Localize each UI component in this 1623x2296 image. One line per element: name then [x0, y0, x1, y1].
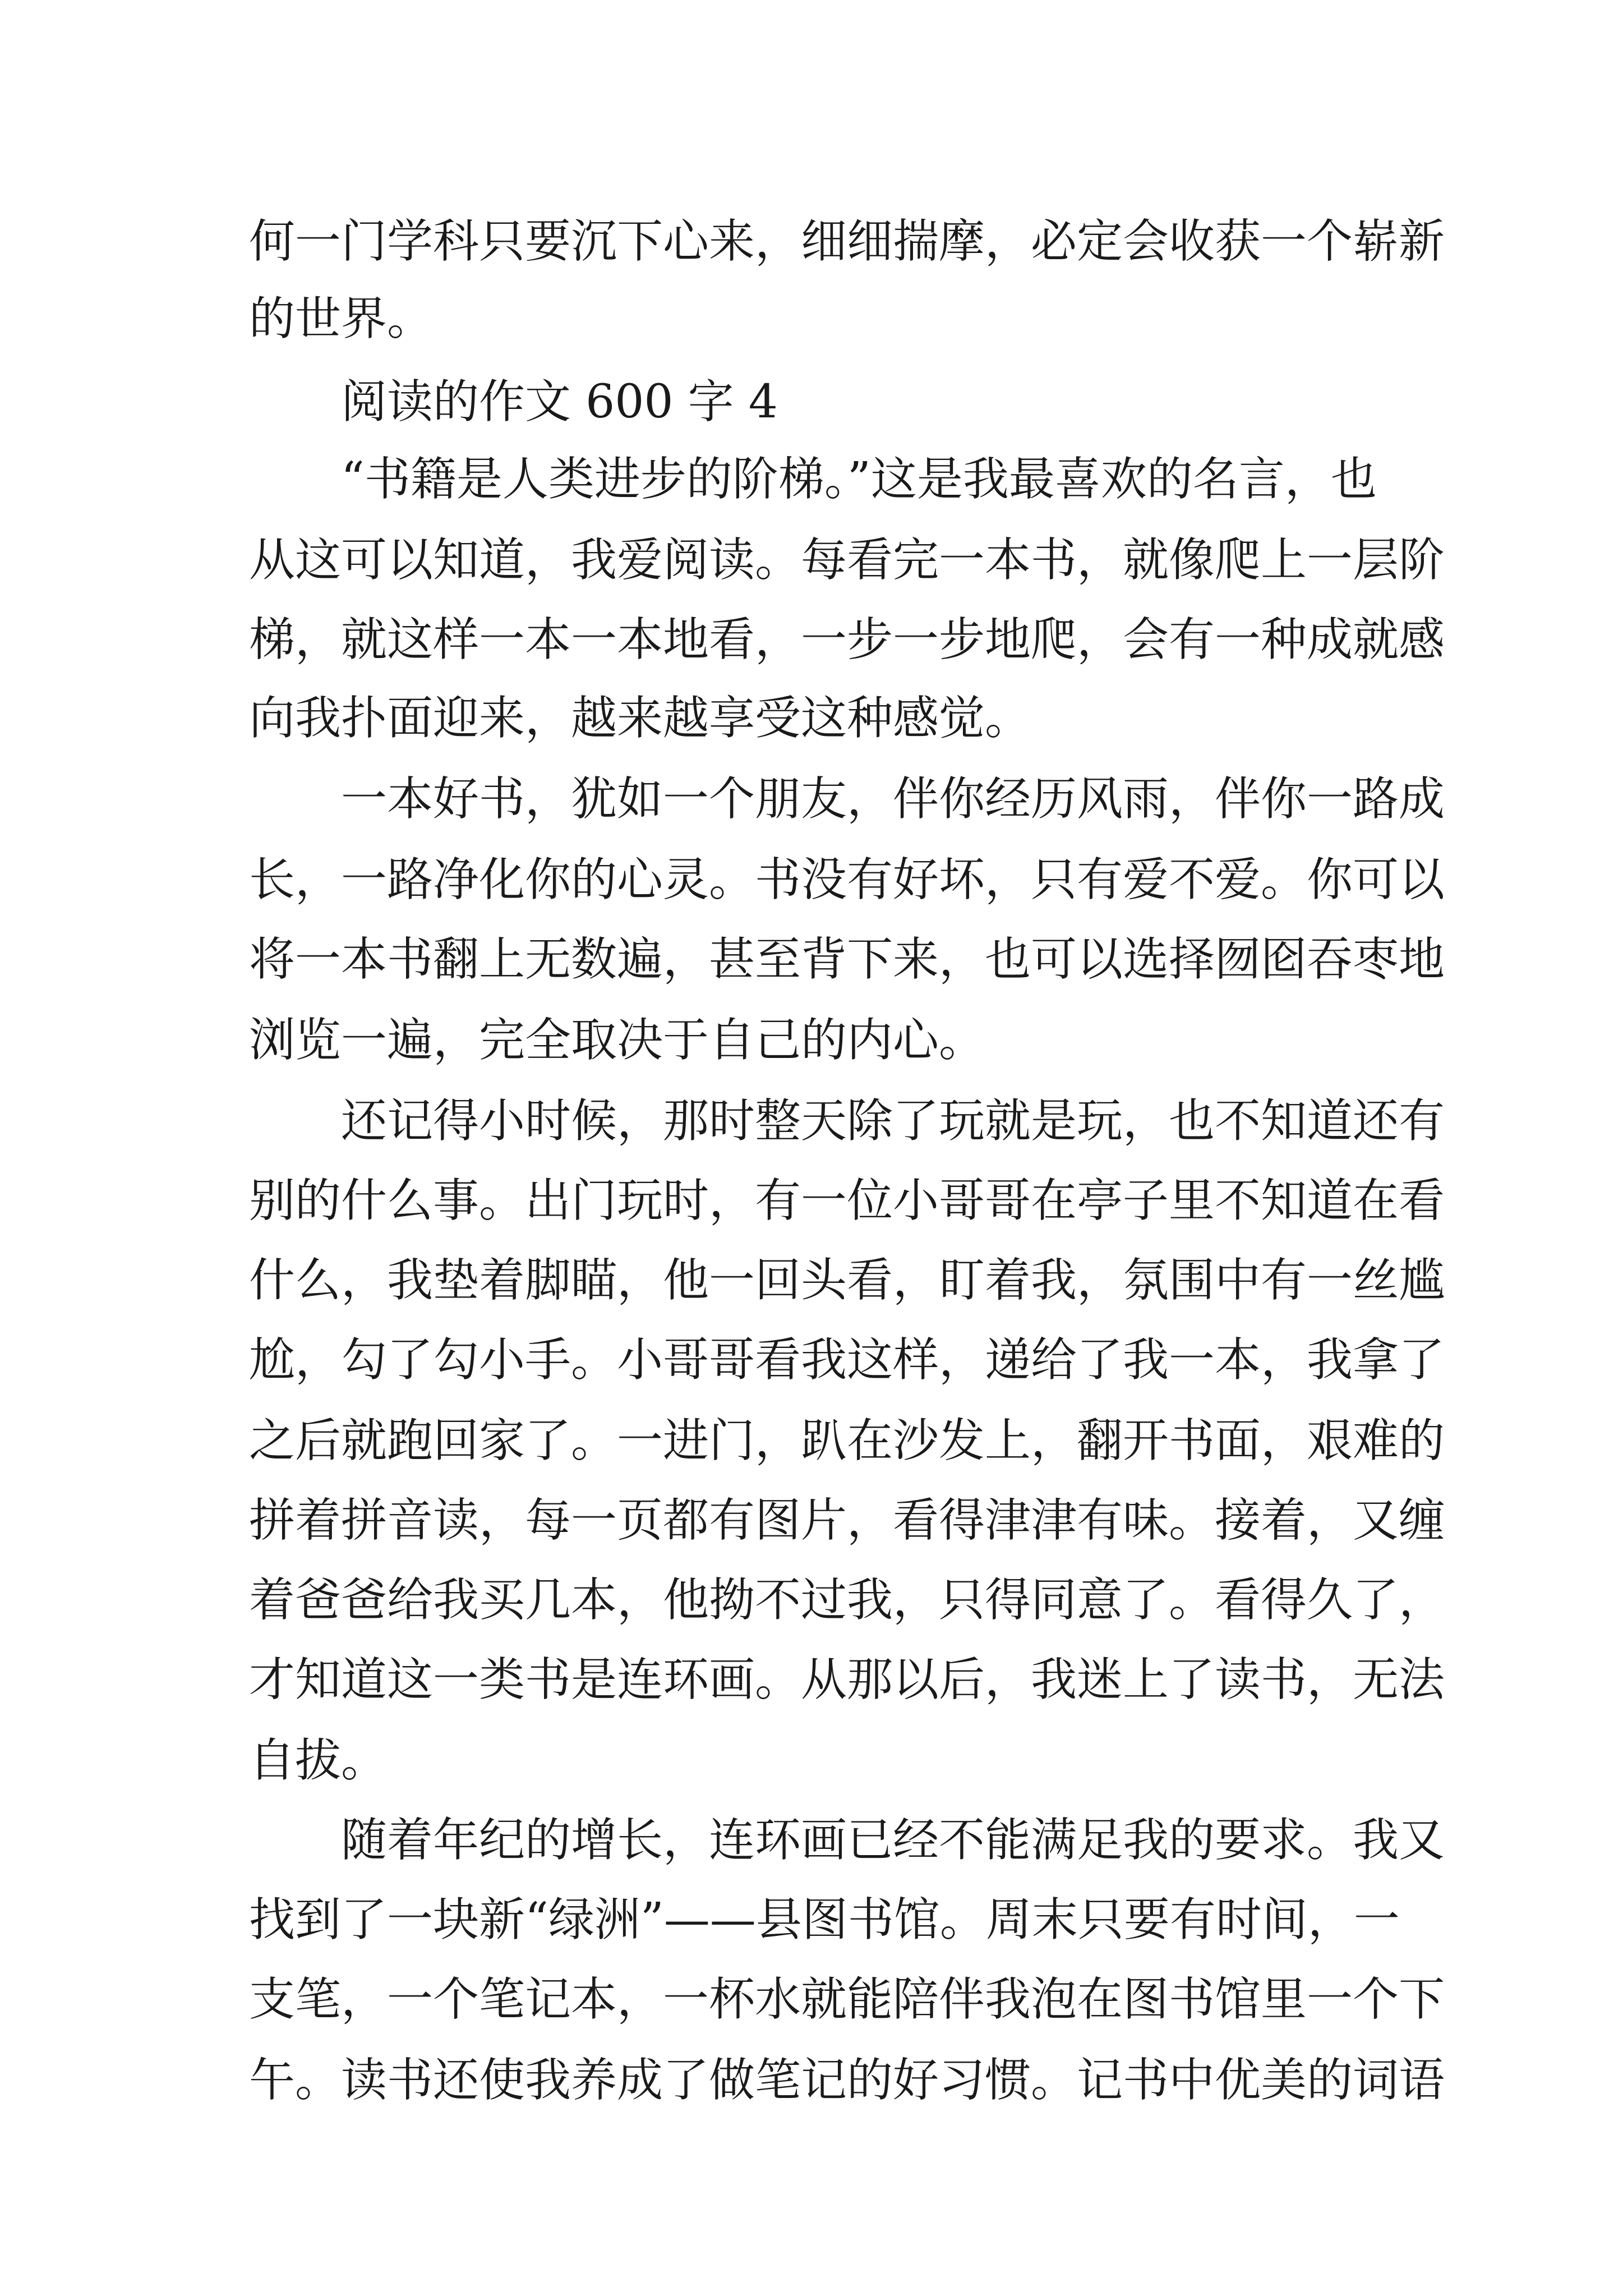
text-line: 支笔，一个笔记本，一杯水就能陪伴我泡在图书馆里一个下: [249, 1973, 1445, 2026]
text-line: 午。读书还使我养成了做笔记的好习惯。记书中优美的词语: [249, 2054, 1445, 2107]
text-line: 随着年纪的增长，连环画已经不能满足我的要求。我又: [341, 1814, 1445, 1867]
text-line: 自拔。: [249, 1734, 388, 1787]
text-line: 还记得小时候，那时整天除了玩就是玩，也不知道还有: [341, 1094, 1445, 1148]
text-line: 着爸爸给我买几本，他拗不过我，只得同意了。看得久了，: [249, 1573, 1445, 1627]
text-line: 什么，我垫着脚瞄，他一回头看，盯着我，氛围中有一丝尴: [249, 1254, 1445, 1307]
text-line: 才知道这一类书是连环画。从那以后，我迷上了读书，无法: [249, 1653, 1445, 1706]
section-heading: 阅读的作文 600 字 4: [341, 375, 778, 429]
text-line: 一本好书，犹如一个朋友，伴你经历风雨，伴你一路成: [341, 772, 1445, 826]
text-line: 浏览一遍，完全取决于自己的内心。: [249, 1014, 985, 1067]
text-line: 之后就跑回家了。一进门，趴在沙发上，翻开书面，艰难的: [249, 1414, 1445, 1467]
text-line: 长，一路净化你的心灵。书没有好坏，只有爱不爱。你可以: [249, 853, 1445, 907]
text-line: 拼着拼音读，每一页都有图片，看得津津有味。接着，又缠: [249, 1494, 1445, 1547]
text-line: 别的什么事。出门玩时，有一位小哥哥在亭子里不知道在看: [249, 1174, 1445, 1227]
text-line: 何一门学科只要沉下心来，细细揣摩，必定会收获一个崭新: [249, 215, 1445, 268]
text-line: 找到了一块新“绿洲”——县图书馆。周末只要有时间，一: [249, 1893, 1400, 1947]
text-line: 将一本书翻上无数遍，甚至背下来，也可以选择囫囵吞枣地: [249, 933, 1445, 986]
text-line: 梯，就这样一本一本地看，一步一步地爬，会有一种成就感: [249, 613, 1445, 666]
text-line: 尬，勾了勾小手。小哥哥看我这样，递给了我一本，我拿了: [249, 1333, 1445, 1387]
text-line: 从这可以知道，我爱阅读。每看完一本书，就像爬上一层阶: [249, 533, 1445, 587]
text-line: “书籍是人类进步的阶梯。”这是我最喜欢的名言，也: [341, 453, 1377, 506]
text-line: 的世界。: [249, 292, 434, 346]
text-line: 向我扑面迎来，越来越享受这种感觉。: [249, 692, 1031, 745]
